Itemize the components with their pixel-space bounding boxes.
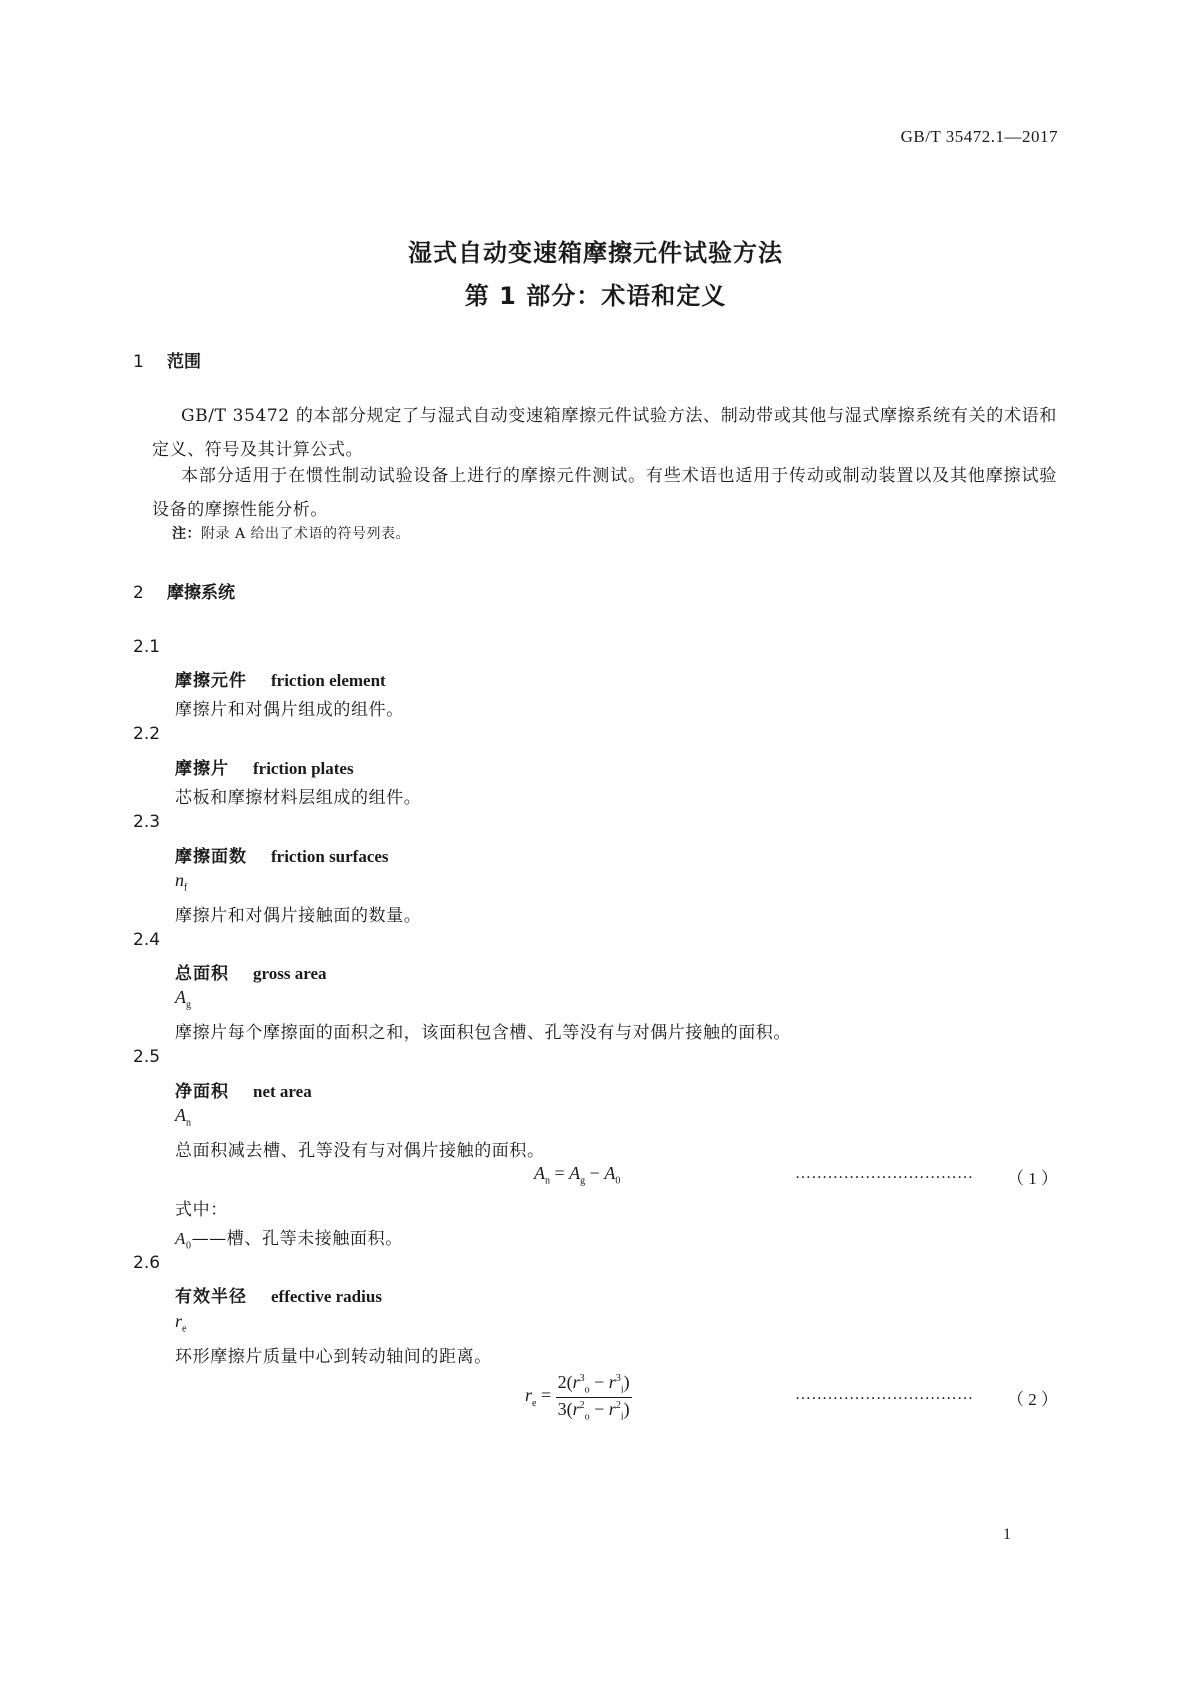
term-number: 2.4 <box>133 930 161 950</box>
standard-number: GB/T 35472.1—2017 <box>900 127 1058 146</box>
term-zh: 有效半径 <box>175 1287 247 1307</box>
section-2-heading <box>133 578 235 603</box>
document-subtitle: 第 1 部分：术语和定义 <box>464 282 727 310</box>
term-heading <box>175 1282 382 1307</box>
term-definition: 摩擦片和对偶片接触面的数量。 <box>175 906 422 926</box>
term-number: 2.6 <box>133 1253 161 1273</box>
term-number: 2.3 <box>133 812 161 832</box>
term-zh: 摩擦片 <box>175 759 229 779</box>
equation-2: $r_e$ = $\frac{2(r^3_o - r^3_i)}{3(r^2_o - r^2_i)}$ <box>525 1372 630 1423</box>
term-definition: 摩擦片和对偶片组成的组件。 <box>175 700 404 720</box>
term-symbol: $n_f$ <box>175 870 188 894</box>
section-number: 1 <box>133 352 144 372</box>
equation-leader-dots: …………………………… <box>795 1165 974 1182</box>
equation-number: （ 1 ） <box>1007 1169 1058 1188</box>
note-text: 附录 A 给出了术语的符号列表。 <box>201 526 411 542</box>
term-en: gross area <box>253 964 327 983</box>
note-label: 注： <box>172 526 201 542</box>
term-zh: 摩擦元件 <box>175 671 247 691</box>
term-en: friction surfaces <box>271 847 389 866</box>
document-title: 湿式自动变速箱摩擦元件试验方法 <box>408 239 783 267</box>
term-zh: 摩擦面数 <box>175 847 247 867</box>
term-heading <box>175 842 389 867</box>
page-number: 1 <box>1003 1526 1011 1543</box>
term-number: 2.1 <box>133 637 161 657</box>
term-symbol: $A_g$ <box>175 987 191 1011</box>
term-en: net area <box>253 1082 312 1101</box>
term-heading <box>175 959 327 984</box>
section-title: 摩擦系统 <box>167 583 235 603</box>
term-zh: 总面积 <box>175 964 229 984</box>
term-heading <box>175 1077 312 1102</box>
term-en: friction element <box>271 671 386 690</box>
where-description: $A_0——$槽、孔等未接触面积。 <box>175 1229 403 1252</box>
term-en: effective radius <box>271 1287 382 1306</box>
term-definition: 摩擦片每个摩擦面的面积之和，该面积包含槽、孔等没有与对偶片接触的面积。 <box>175 1023 791 1043</box>
term-heading <box>175 754 354 779</box>
where-label: 式中： <box>175 1200 228 1220</box>
equation-number: （ 2 ） <box>1007 1390 1058 1409</box>
equation-leader-dots: …………………………… <box>795 1386 974 1403</box>
term-definition: 芯板和摩擦材料层组成的组件。 <box>175 788 422 808</box>
term-definition: 环形摩擦片质量中心到转动轴间的距离。 <box>175 1347 492 1367</box>
term-number: 2.5 <box>133 1047 161 1067</box>
term-zh: 净面积 <box>175 1082 229 1102</box>
term-definition: 总面积减去槽、孔等没有与对偶片接触的面积。 <box>175 1141 545 1161</box>
term-symbol: $r_e$ <box>175 1311 187 1335</box>
term-en: friction plates <box>253 759 354 778</box>
section-number: 2 <box>133 583 144 603</box>
section-1-heading <box>133 347 201 372</box>
term-symbol: $A_n$ <box>175 1105 191 1129</box>
equation-fraction: $\frac{2(r^3_o - r^3_i)}{3(r^2_o - r^2_i)}$ <box>557 1372 630 1423</box>
section-title: 范围 <box>167 352 201 372</box>
term-number: 2.2 <box>133 724 161 744</box>
scope-note <box>172 523 410 543</box>
equation-1: $A_n = A_g - A_0$ <box>534 1163 621 1187</box>
scope-paragraph-2: 本部分适用于在惯性制动试验设备上进行的摩擦元件测试。有些术语也适用于传动或制动装置以及其他摩擦试验设备的摩擦性能分析。 <box>152 466 1057 520</box>
scope-paragraph-1: GB/T 35472 的本部分规定了与湿式自动变速箱摩擦元件试验方法、制动带或其他与湿式摩擦系统有关的术语和定义、符号及其计算公式。 <box>152 406 1057 460</box>
term-heading <box>175 666 386 691</box>
